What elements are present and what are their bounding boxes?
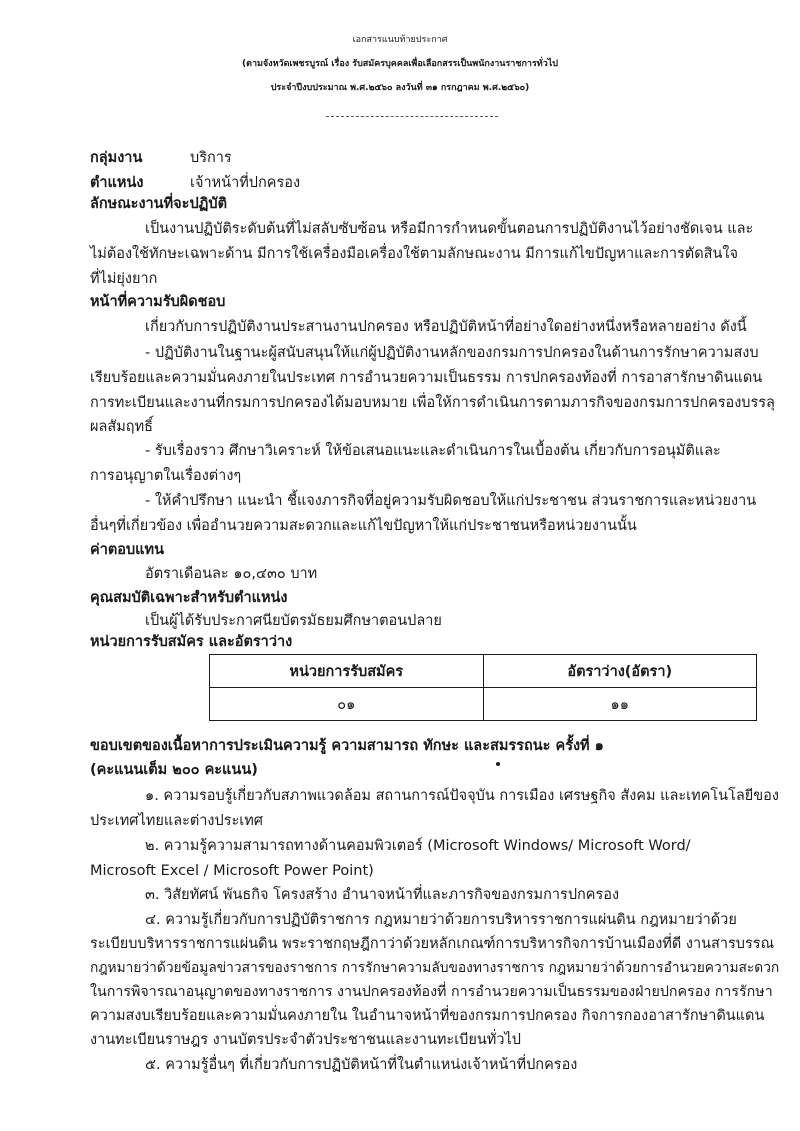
duties-line: การทะเบียนและงานที่กรมการปกครองได้มอบหมาย เพื่อให้การดำเนินการตามภารกิจของกรมการปกครองบรรลุ bbox=[90, 395, 775, 411]
scope-line: ๔. ความรู้เกี่ยวกับการปฏิบัติราชการ กฎหมายว่าด้วยการบริหารราชการแผ่นดิน กฎหมายว่าด้วย bbox=[145, 912, 737, 928]
nature-heading: ลักษณะงานที่จะปฏิบัติ bbox=[90, 196, 227, 212]
scope-line: ๓. วิสัยทัศน์ พันธกิจ โครงสร้าง อำนาจหน้าที่และภารกิจของกรมการปกครอง bbox=[145, 887, 620, 903]
scope-line: ประเทศไทยและต่างประเทศ bbox=[90, 813, 264, 829]
table-cell: ๐๑ bbox=[210, 688, 484, 721]
duties-line: ผลสัมฤทธิ์ bbox=[90, 419, 153, 435]
scope-line: ระเบียบบริหารราชการแผ่นดิน พระราชกฤษฎีกาว่าด้วยหลักเกณฑ์การบริหารกิจการบ้านเมืองที่ดี งานสารบรรณ bbox=[90, 936, 775, 952]
table-header-row bbox=[210, 655, 757, 688]
position-label: ตำแหน่ง bbox=[90, 175, 144, 191]
duties-line: การอนุญาตในเรื่องต่างๆ bbox=[90, 468, 242, 484]
duties-line: อื่นๆที่เกี่ยวข้อง เพื่ออำนวยความสะดวกและแก้ไขปัญหาให้แก่ประชาชนหรือหน่วยงานนั้น bbox=[90, 518, 637, 534]
pay-heading: ค่าตอบแทน bbox=[90, 542, 164, 558]
scope-line: Microsoft Excel / Microsoft Power Point) bbox=[90, 863, 374, 879]
document-subtitle-line-1: (ตามจังหวัดเพชรบูรณ์ เรื่อง รับสมัครบุคคลเพื่อเลือกสรรเป็นพนักงานราชการทั่วไป bbox=[241, 59, 559, 69]
pay-text: อัตราเดือนละ ๑๐,๔๓๐ บาท bbox=[145, 566, 318, 582]
document-subtitle-line-2: ประจำปีงบประมาณ พ.ศ.๒๕๖๐ ลงวันที่ ๓๑ กรกฎาคม พ.ศ.๒๕๖๐) bbox=[270, 83, 530, 93]
document-title: เอกสารแนบท้ายประกาศ bbox=[352, 35, 448, 45]
scope-line: ในการพิจารณาอนุญาตของทางราชการ งานปกครองท้องที่ การอำนวยความเป็นธรรมของฝ่ายปกครอง การรักษา bbox=[90, 984, 773, 1000]
scope-line: ๕. ความรู้อื่นๆ ที่เกี่ยวกับการปฏิบัติหน้าที่ในตำแหน่งเจ้าหน้าที่ปกครอง bbox=[145, 1057, 578, 1073]
table-row bbox=[210, 688, 757, 721]
duties-intro: เกี่ยวกับการปฏิบัติงานประสานงานปกครอง หรือปฏิบัติหน้าที่อย่างใดอย่างหนึ่งหรือหลายอย่าง ดังนี้ bbox=[145, 319, 747, 335]
table-header-cell: อัตราว่าง(อัตรา) bbox=[483, 655, 757, 688]
duties-line: - รับเรื่องราว ศึกษาวิเคราะห์ ให้ข้อเสนอแนะและดำเนินการในเบื้องต้น เกี่ยวกับการอนุมัติและ bbox=[145, 443, 721, 459]
duties-line: - ปฏิบัติงานในฐานะผู้สนับสนุนให้แก่ผู้ปฏิบัติงานหลักของกรมการปกครองในด้านการรักษาความสงบ bbox=[145, 345, 759, 361]
duties-line: เรียบร้อยและความมั่นคงภายในประเทศ การอำนวยความเป็นธรรม การปกครองท้องที่ การอาสารักษาดินแดน bbox=[90, 370, 763, 386]
vacancy-table bbox=[209, 654, 757, 721]
stray-dot bbox=[496, 762, 500, 766]
scope-line: ๒. ความรู้ความสามารถทางด้านคอมพิวเตอร์ (Microsoft Windows/ Microsoft Word/ bbox=[145, 838, 691, 854]
scope-line: กฎหมายว่าด้วยข้อมูลข่าวสารของราชการ การรักษาความลับของทางราชการ กฎหมายว่าด้วยการอำนวยความสะดวก bbox=[90, 960, 780, 976]
qualification-text: เป็นผู้ได้รับประกาศนียบัตรมัธยมศึกษาตอนปลาย bbox=[145, 613, 442, 629]
duties-heading: หน้าที่ความรับผิดชอบ bbox=[90, 294, 226, 310]
table-header-cell: หน่วยการรับสมัคร bbox=[210, 655, 484, 688]
scope-line: งานทะเบียนราษฎร งานบัตรประจำตัวประชาชนและงานทะเบียนทั่วไป bbox=[90, 1032, 521, 1048]
scope-score: (คะแนนเต็ม ๒๐๐ คะแนน) bbox=[90, 762, 258, 778]
nature-line: ไม่ต้องใช้ทักษะเฉพาะด้าน มีการใช้เครื่องมือเครื่องใช้ตามลักษณะงาน มีการแก้ไขปัญหาและการตัดสินใจ bbox=[90, 246, 738, 262]
position-value: เจ้าหน้าที่ปกครอง bbox=[190, 175, 301, 191]
table-cell: ๑๑ bbox=[483, 688, 757, 721]
scope-line: ๑. ความรอบรู้เกี่ยวกับสภาพแวดล้อม สถานการณ์ปัจจุบัน การเมือง เศรษฐกิจ สังคม และเทคโนโลยีของ bbox=[145, 788, 779, 804]
nature-line: เป็นงานปฏิบัติระดับต้นที่ไม่สลับซับซ้อน หรือมีการกำหนดขั้นตอนการปฏิบัติงานไว้อย่างชัดเจน และ bbox=[145, 221, 754, 237]
job-group-label: กลุ่มงาน bbox=[90, 150, 143, 166]
scope-line: ความสงบเรียบร้อยและความมั่นคงภายใน ในอำนาจหน้าที่ของกรมการปกครอง กิจการกองอาสารักษาดินแดน bbox=[90, 1008, 765, 1024]
header-divider bbox=[326, 116, 498, 117]
qualification-heading: คุณสมบัติเฉพาะสำหรับตำแหน่ง bbox=[90, 590, 288, 606]
job-group-value: บริการ bbox=[190, 150, 232, 166]
nature-line: ที่ไม่ยุ่งยาก bbox=[90, 271, 158, 287]
vacancy-heading: หน่วยการรับสมัคร และอัตราว่าง bbox=[90, 634, 293, 650]
duties-line: - ให้คำปรึกษา แนะนำ ชี้แจงภารกิจที่อยู่ความรับผิดชอบให้แก่ประชาชน ส่วนราชการและหน่วยงาน bbox=[145, 493, 757, 509]
scope-heading: ขอบเขตของเนื้อหาการประเมินความรู้ ความสามารถ ทักษะ และสมรรถนะ ครั้งที่ ๑ bbox=[90, 738, 604, 754]
